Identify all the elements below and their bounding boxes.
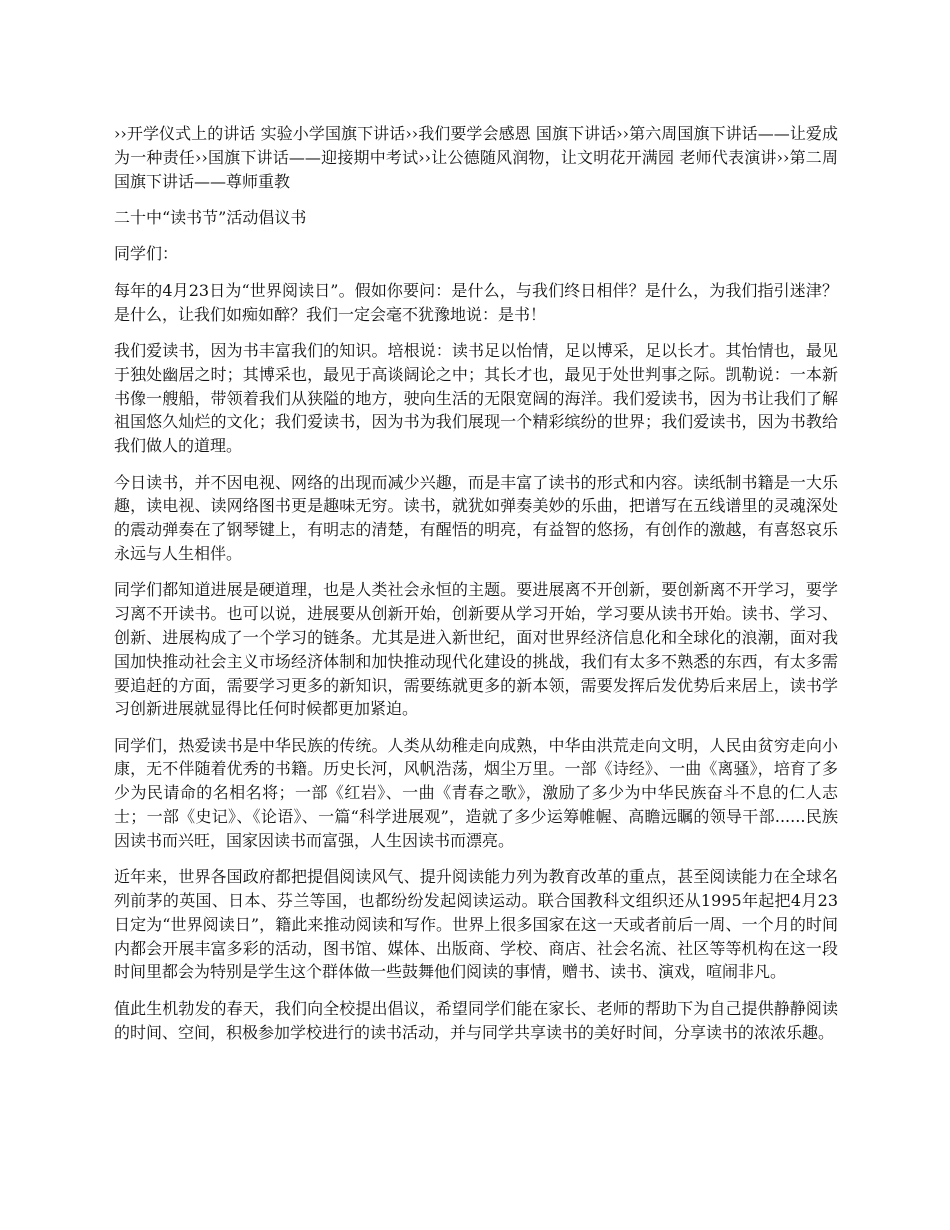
paragraph-5: 同学们，热爱读书是中华民族的传统。人类从幼稚走向成熟，中华由洪荒走向文明，人民由贫穷走向小康，无不伴随着优秀的书籍。历史长河，风帆浩荡，烟尘万里。一部《诗经》、一曲《离骚》，培育了多少为民请命的名相名将；一部《红岩》、一曲《青春之歌》，激励了多少为中华民族奋斗不息的仁人志士；一部《史记》、《论语》、一篇“科学进展观”，造就了多少运筹帷幄、高瞻远瞩的领导干部......民族因读书而兴旺，国家因读书而富强，人生因读书而漂亮。 xyxy=(114,735,838,850)
paragraph-7: 值此生机勃发的春天，我们向全校提出倡议，希望同学们能在家长、老师的帮助下为自己提供静静阅读的时间、空间，积极参加学校进行的读书活动，并与同学共享读书的美好时间，分享读书的浓浓乐趣。 xyxy=(114,998,838,1042)
related-links[interactable]: ››开学仪式上的讲话 实验小学国旗下讲话››我们要学会感恩 国旗下讲话››第六周国旗下讲话——让爱成为一种责任››国旗下讲话——迎接期中考试››让公德随风润物，让文明花开满园 老师代表演讲››第二周国旗下讲话——尊师重教 xyxy=(114,124,838,191)
paragraph-2: 我们爱读书，因为书丰富我们的知识。培根说：读书足以怡情，足以博采，足以长才。其怡情也，最见于独处幽居之时；其博采也，最见于高谈阔论之中；其长才也，最见于处世判事之际。凯勒说：一本新书像一艘船，带领着我们从狭隘的地方，驶向生活的无限宽阔的海洋。我们爱读书，因为书让我们了解祖国悠久灿烂的文化；我们爱读书，因为书为我们展现一个精彩缤纷的世界；我们爱读书，因为书教给我们做人的道理。 xyxy=(114,340,838,456)
paragraph-6: 近年来，世界各国政府都把提倡阅读风气、提升阅读能力列为教育改革的重点，甚至阅读能力在全球名列前茅的英国、日本、芬兰等国，也都纷纷发起阅读运动。联合国教科文组织还从1995年起把4月23日定为“世界阅读日”，籍此来推动阅读和写作。世界上很多国家在这一天或者前后一周、一个月的时间内都会开展丰富多彩的活动，图书馆、媒体、出版商、学校、商店、社会名流、社区等等机构在这一段时间里都会为特别是学生这个群体做一些鼓舞他们阅读的事情，赠书、读书、演戏，喧闹非凡。 xyxy=(114,867,838,982)
document-title: 二十中“读书节”活动倡议书 xyxy=(114,207,307,227)
paragraph-3: 今日读书，并不因电视、网络的出现而减少兴趣，而是丰富了读书的形式和内容。读纸制书籍是一大乐趣，读电视、读网络图书更是趣味无穷。读书，就犹如弹奏美妙的乐曲，把谱写在五线谱里的灵魂深处的震动弹奏在了钢琴键上，有明志的清楚，有醒悟的明亮，有益智的悠扬，有创作的激越，有喜怒哀乐永远与人生相伴。 xyxy=(114,472,838,563)
paragraph-4: 同学们都知道进展是硬道理，也是人类社会永恒的主题。要进展离不开创新，要创新离不开学习，要学习离不开读书。也可以说，进展要从创新开始，创新要从学习开始，学习要从读书开始。读书、学习、创新、进展构成了一个学习的链条。尤其是进入新世纪，面对世界经济信息化和全球化的浪潮，面对我国加快推动社会主义市场经济体制和加快推动现代化建设的挑战，我们有太多不熟悉的东西，有太多需要追赶的方面，需要学习更多的新知识，需要练就更多的新本领，需要发挥后发优势后来居上，读书学习创新进展就显得比任何时候都更加紧迫。 xyxy=(114,580,838,719)
salutation: 同学们： xyxy=(114,244,179,264)
paragraph-1: 每年的4月23日为“世界阅读日”。假如你要问：是什么，与我们终日相伴？是什么，为我们指引迷津？是什么，让我们如痴如醉？我们一定会毫不犹豫地说：是书！ xyxy=(114,280,838,324)
document-body xyxy=(114,122,838,1057)
